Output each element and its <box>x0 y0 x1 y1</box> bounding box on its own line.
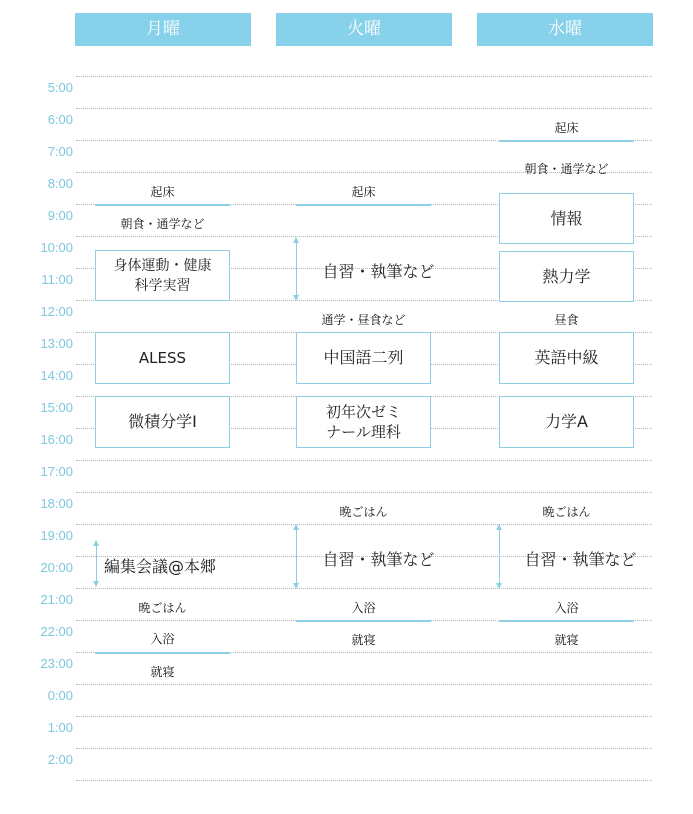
mon-sleep: 就寝 <box>150 665 175 679</box>
tue-wake-underline <box>296 204 431 206</box>
time-label: 2:00 <box>47 752 73 767</box>
grid-line <box>76 524 652 525</box>
time-label: 9:00 <box>47 208 73 223</box>
wed-english-class[interactable]: 英語中級 <box>499 332 634 384</box>
mon-breakfast: 朝食・通学など <box>120 217 205 231</box>
time-label: 14:00 <box>40 368 73 383</box>
grid-line <box>76 76 652 77</box>
grid-line <box>76 684 652 685</box>
mon-editorial-meeting: 編集会議@本郷 <box>104 557 217 576</box>
tue-seminar-class[interactable]: 初年次ゼミ ナール理科 <box>296 396 431 448</box>
time-label: 18:00 <box>40 496 73 511</box>
header-monday: 月曜 <box>75 13 251 46</box>
time-label: 12:00 <box>40 304 73 319</box>
time-label: 20:00 <box>40 560 73 575</box>
tue-sleep: 就寝 <box>351 633 376 647</box>
time-label: 1:00 <box>47 720 73 735</box>
grid-line <box>76 108 652 109</box>
wed-sleep: 就寝 <box>554 633 579 647</box>
mon-wake-underline <box>95 204 230 206</box>
mon-pe-class[interactable]: 身体運動・健康 科学実習 <box>95 250 230 301</box>
grid-line <box>76 716 652 717</box>
wed-dinner: 晩ごはん <box>542 505 591 519</box>
time-label: 6:00 <box>47 112 73 127</box>
wed-bath: 入浴 <box>554 601 579 615</box>
time-label: 15:00 <box>40 400 73 415</box>
mon-bath: 入浴 <box>150 632 175 646</box>
grid-line <box>76 588 652 589</box>
time-label: 13:00 <box>40 336 73 351</box>
time-label: 17:00 <box>40 464 73 479</box>
time-label: 22:00 <box>40 624 73 639</box>
time-label: 8:00 <box>47 176 73 191</box>
tue-am-range-arrow <box>296 238 297 300</box>
mon-range-arrow <box>96 541 97 586</box>
tue-wake: 起床 <box>351 185 376 199</box>
time-label: 5:00 <box>47 80 73 95</box>
wed-thermo-class[interactable]: 熱力学 <box>499 251 634 302</box>
mon-wake: 起床 <box>150 185 175 199</box>
grid-line <box>76 492 652 493</box>
wed-pm-range-arrow <box>499 525 500 588</box>
wed-selfstudy-pm: 自習・執筆など <box>524 550 637 569</box>
mon-dinner: 晩ごはん <box>138 601 187 615</box>
tue-selfstudy-am: 自習・執筆など <box>322 262 435 281</box>
wed-lunch: 昼食 <box>554 313 579 327</box>
time-label: 11:00 <box>41 272 73 287</box>
tue-bath-underline <box>296 620 431 622</box>
header-wednesday: 水曜 <box>477 13 653 46</box>
tue-dinner: 晩ごはん <box>339 505 388 519</box>
mon-calculus-class[interactable]: 微積分学Ⅰ <box>95 396 230 448</box>
grid-line <box>76 460 652 461</box>
tue-pm-range-arrow <box>296 525 297 588</box>
grid-line <box>76 748 652 749</box>
time-label: 21:00 <box>40 592 73 607</box>
time-label: 7:00 <box>47 144 73 159</box>
mon-aless-class[interactable]: ALESS <box>95 332 230 384</box>
mon-bath-underline <box>95 652 230 654</box>
wed-mechanics-class[interactable]: 力学A <box>499 396 634 448</box>
time-label: 16:00 <box>40 432 73 447</box>
time-label: 23:00 <box>40 656 73 671</box>
wed-wake: 起床 <box>554 121 579 135</box>
tue-commute-lunch: 通学・昼食など <box>321 313 406 327</box>
grid-line <box>76 780 652 781</box>
tue-bath: 入浴 <box>351 601 376 615</box>
wed-breakfast: 朝食・通学など <box>524 162 609 176</box>
time-label: 10:00 <box>40 240 73 255</box>
wed-bath-underline <box>499 620 634 622</box>
header-tuesday: 火曜 <box>276 13 452 46</box>
wed-info-class[interactable]: 情報 <box>499 193 634 244</box>
time-label: 0:00 <box>47 688 73 703</box>
tue-selfstudy-pm: 自習・執筆など <box>322 550 435 569</box>
wed-wake-underline <box>499 140 634 142</box>
time-label: 19:00 <box>40 528 73 543</box>
tue-chinese-class[interactable]: 中国語二列 <box>296 332 431 384</box>
